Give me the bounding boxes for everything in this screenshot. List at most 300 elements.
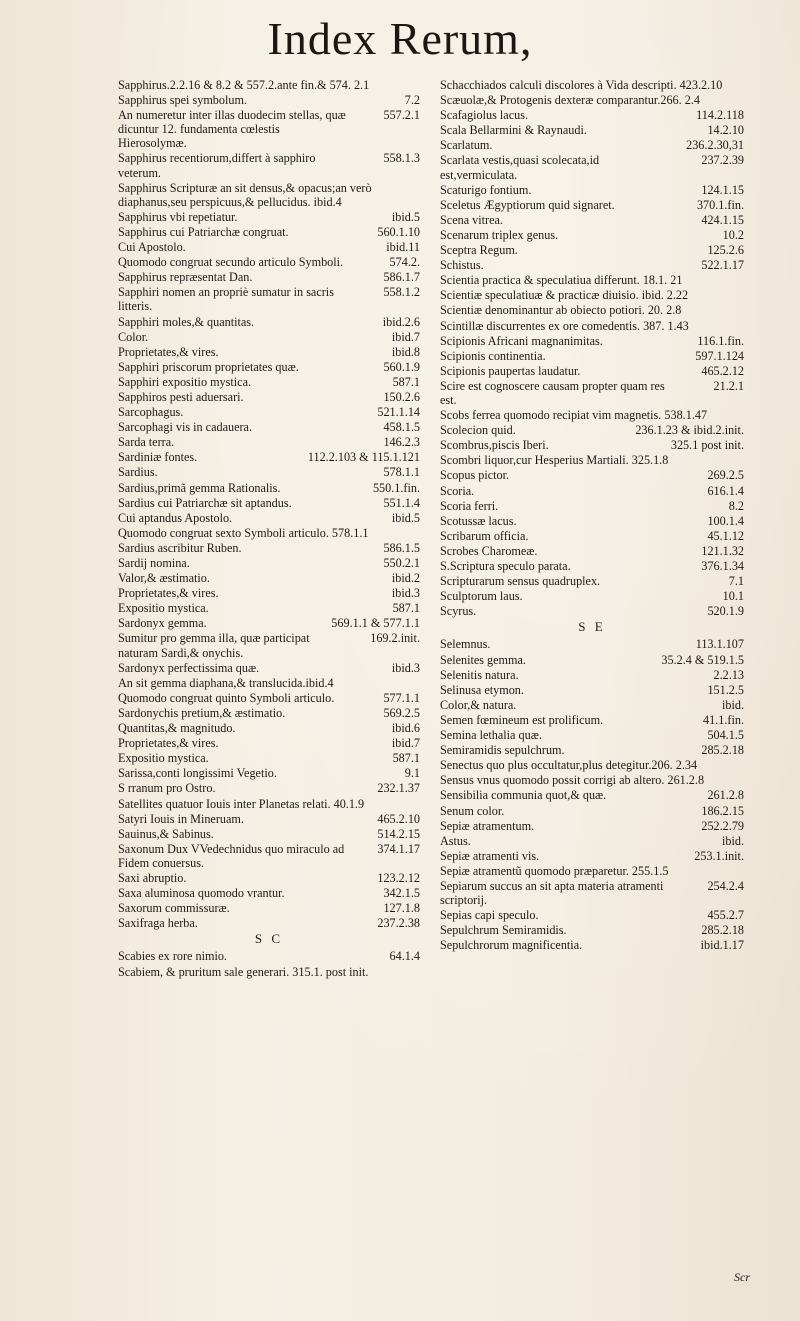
entry-reference: 112.2.103 & 115.1.121 <box>307 450 420 465</box>
index-entry <box>118 360 420 374</box>
entry-text: Schacchiados calculi discolores à Vida descripti. 423.2.10 <box>440 78 723 92</box>
entry-reference: 560.1.10 <box>377 224 420 239</box>
left-column <box>118 78 420 980</box>
entry-reference: 520.1.9 <box>707 604 744 619</box>
index-entry <box>440 499 744 513</box>
catchword: Scr <box>734 1270 750 1284</box>
index-entry <box>118 541 420 555</box>
index-entry <box>118 797 420 811</box>
entry-text: Sapphirus recentiorum,differt à sapphiro veterum. <box>118 151 316 180</box>
entry-reference: 578.1.1 <box>383 465 420 480</box>
index-entry <box>118 706 420 720</box>
index-entry <box>440 93 744 107</box>
entry-text: Saxorum commissuræ. <box>118 901 230 916</box>
entry-text: Sumitur pro gemma illa, quæ participat naturam Sardi,& onychis. <box>118 631 310 660</box>
index-entry <box>118 901 420 915</box>
right-column <box>440 78 744 953</box>
entry-reference: 465.2.10 <box>377 811 420 826</box>
entry-reference: 587.1 <box>392 751 420 766</box>
index-entry <box>440 637 744 651</box>
section-heading: S E <box>578 619 606 635</box>
entry-reference: 550.1.fin. <box>372 480 420 495</box>
index-entry <box>440 408 744 422</box>
index-entry <box>440 468 744 482</box>
index-entry <box>440 788 744 802</box>
index-entry <box>118 827 420 841</box>
entry-reference: 64.1.4 <box>389 949 420 964</box>
entry-text: Expositio mystica. <box>118 751 209 766</box>
entry-text: Scoria ferri. <box>440 498 499 513</box>
entry-text: Sardius cui Patriarchæ sit aptandus. <box>118 495 292 510</box>
entry-text: Scientiæ speculatiuæ & practicæ diuisio. ibid. 2.22 <box>440 288 689 303</box>
entry-text: Scientia practica & speculatiua differunt. 18.1. 21 <box>440 273 683 288</box>
index-entry <box>118 285 420 313</box>
entry-reference: ibid.3 <box>391 660 420 675</box>
index-entry <box>118 556 420 570</box>
entry-text: Sepiæ atramentum. <box>440 818 535 833</box>
entry-text: Proprietates,& vires. <box>118 586 219 601</box>
entry-reference: 558.1.2 <box>383 285 420 300</box>
index-entry <box>118 736 420 750</box>
index-entry <box>118 255 420 269</box>
index-entry <box>118 108 420 150</box>
entry-reference: ibid.2 <box>391 571 420 586</box>
entry-text: Sepiæ atramenti vis. <box>440 848 540 863</box>
entry-text: Scombrus,piscis Iberi. <box>440 438 549 453</box>
entry-text: Sardonychis pretium,& æstimatio. <box>118 705 286 720</box>
entry-reference: ibid.5 <box>391 209 420 224</box>
entry-reference: ibid. <box>721 833 744 848</box>
entry-text: Semen fœmineum est prolificum. <box>440 712 604 727</box>
entry-reference: ibid.1.17 <box>700 938 744 953</box>
entry-text: Sapphiri nomen an propriè sumatur in sacris litteris. <box>118 285 334 314</box>
index-entry <box>440 544 744 558</box>
entry-text: Sapphiros pesti aduersari. <box>118 389 244 404</box>
entry-text: Scientiæ denominantur ab obiecto potiori. 20. 2.8 <box>440 303 682 318</box>
entry-reference: 35.2.4 & 519.1.5 <box>661 652 744 667</box>
entry-reference: 616.1.4 <box>707 483 744 498</box>
index-entry <box>440 364 744 378</box>
index-entry <box>118 631 420 659</box>
entry-reference: 560.1.9 <box>383 359 420 374</box>
index-entry <box>440 183 744 197</box>
entry-text: Senectus quo plus occultatur,plus detegitur.206. 2.34 <box>440 758 698 773</box>
entry-reference: 151.2.5 <box>707 682 744 697</box>
entry-reference: 465.2.12 <box>701 363 744 378</box>
entry-reference: 7.1 <box>728 574 744 589</box>
index-entry <box>118 616 420 630</box>
entry-text: Satellites quatuor Iouis inter Planetas relati. 40.1.9 <box>118 796 365 811</box>
entry-text: Color,& natura. <box>440 697 517 712</box>
entry-text: Astus. <box>440 833 471 848</box>
index-entry <box>118 405 420 419</box>
entry-text: Sapphirus.2.2.16 & 8.2 & 557.2.ante fin.& 574. 2.1 <box>118 78 370 92</box>
index-entry <box>440 713 744 727</box>
index-entry <box>440 804 744 818</box>
entry-reference: ibid.11 <box>386 240 420 255</box>
entry-reference: ibid.3 <box>391 586 420 601</box>
entry-reference: 342.1.5 <box>383 886 420 901</box>
entry-reference: 370.1.fin. <box>696 197 744 212</box>
entry-text: Sapphirus repræsentat Dan. <box>118 270 253 285</box>
entry-text: Color. <box>118 329 149 344</box>
entry-text: Quomodo congruat sexto Symboli articulo. 578.1.1 <box>118 525 369 540</box>
entry-text: Selenites gemma. <box>440 652 526 667</box>
entry-reference: 569.1.1 & 577.1.1 <box>331 616 420 631</box>
entry-reference: 10.2 <box>722 227 744 242</box>
index-entry <box>118 225 420 239</box>
index-entry <box>440 698 744 712</box>
entry-text: Sardius,primã gemma Rationalis. <box>118 480 281 495</box>
entry-reference: 21.2.1 <box>713 378 744 393</box>
index-entry <box>118 721 420 735</box>
entry-reference: 236.1.23 & ibid.2.init. <box>635 423 744 438</box>
entry-reference: 113.1.107 <box>695 637 744 652</box>
index-entry <box>118 181 420 209</box>
entry-text: Saxa aluminosa quomodo vrantur. <box>118 886 285 901</box>
entry-text: Scala Bellarmini & Raynaudi. <box>440 123 587 138</box>
entry-reference: 458.1.5 <box>383 420 420 435</box>
entry-text: Sepulchrum Semiramidis. <box>440 923 567 938</box>
entry-text: Scoria. <box>440 483 475 498</box>
entry-text: Sarcophagus. <box>118 405 184 420</box>
entry-text: Scarlata vestis,quasi scolecata,id est,vermiculata. <box>440 153 600 182</box>
entry-reference: 232.1.37 <box>377 781 420 796</box>
entry-text: Quomodo congruat quinto Symboli articulo. <box>118 690 335 705</box>
index-entry <box>118 586 420 600</box>
index-entry <box>118 965 420 979</box>
entry-text: Sarcophagi vis in cadauera. <box>118 420 253 435</box>
index-entry <box>440 484 744 498</box>
index-entry <box>440 108 744 122</box>
entry-reference: 121.1.32 <box>701 543 744 558</box>
entry-text: Scripturarum sensus quadruplex. <box>440 574 601 589</box>
entry-reference: 577.1.1 <box>383 690 420 705</box>
entry-text: Scabiem, & pruritum sale generari. 315.1. post init. <box>118 964 369 979</box>
entry-reference: 374.1.17 <box>377 841 420 856</box>
entry-text: Sapphiri priscorum proprietates quæ. <box>118 359 299 374</box>
entry-reference: 100.1.4 <box>707 513 744 528</box>
index-entry <box>440 819 744 833</box>
entry-text: Scarlatum. <box>440 138 493 153</box>
index-entry <box>440 773 744 787</box>
index-entry <box>118 315 420 329</box>
entry-text: Sarissa,conti longissimi Vegetio. <box>118 766 277 781</box>
entry-text: Sauinus,& Sabinus. <box>118 826 214 841</box>
entry-text: Sapphiri expositio mystica. <box>118 374 252 389</box>
index-entry <box>118 661 420 675</box>
entry-text: Scombri liquor,cur Hesperius Martiali. 325.1.8 <box>440 453 669 468</box>
entry-text: Scotussæ lacus. <box>440 513 517 528</box>
entry-text: Sculptorum laus. <box>440 589 523 604</box>
entry-text: Saxonum Dux VVedechnidus quo miraculo ad Fidem conuersus. <box>118 841 345 870</box>
index-entry <box>440 349 744 363</box>
entry-reference: 146.2.3 <box>383 435 420 450</box>
index-entry <box>118 571 420 585</box>
entry-reference: 376.1.34 <box>701 559 744 573</box>
entry-reference: 236.2.30,31 <box>686 138 744 153</box>
entry-reference: 186.2.15 <box>701 803 744 818</box>
index-entry <box>118 842 420 870</box>
entry-reference: 597.1.124 <box>695 348 744 363</box>
entry-reference: ibid. <box>721 697 744 712</box>
entry-text: Scyrus. <box>440 604 477 619</box>
entry-text: Scipionis Africani magnanimitas. <box>440 333 603 348</box>
entry-reference: 569.2.5 <box>383 705 420 720</box>
entry-reference: 14.2.10 <box>707 123 744 138</box>
entry-text: Selinusa etymon. <box>440 682 524 697</box>
index-entry <box>440 683 744 697</box>
entry-text: Sardonyx perfectissima quæ. <box>118 660 260 675</box>
entry-text: An sit gemma diaphana,& translucida.ibid.4 <box>118 675 334 690</box>
index-entry <box>440 138 744 152</box>
index-entry <box>118 886 420 900</box>
entry-reference: ibid.7 <box>391 329 420 344</box>
entry-text: Semiramidis sepulchrum. <box>440 743 565 758</box>
entry-text: Sapphirus cui Patriarchæ congruat. <box>118 224 289 239</box>
entry-text: Saxi abruptio. <box>118 870 187 885</box>
entry-reference: 261.2.8 <box>707 788 744 803</box>
entry-reference: 8.2 <box>728 498 744 513</box>
entry-text: Sapphirus spei symbolum. <box>118 93 247 108</box>
entry-reference: 114.2.118 <box>696 108 744 123</box>
index-entry <box>118 330 420 344</box>
index-entry <box>440 923 744 937</box>
index-entry <box>440 758 744 772</box>
index-entry <box>118 812 420 826</box>
entry-text: Sceptra Regum. <box>440 243 518 258</box>
index-entry <box>118 151 420 179</box>
index-entry <box>118 435 420 449</box>
entry-reference: 253.1.init. <box>694 848 744 863</box>
index-entry <box>440 453 744 467</box>
index-entry <box>440 668 744 682</box>
entry-text: Scolecion quid. <box>440 423 516 438</box>
entry-reference: 116.1.fin. <box>697 333 744 348</box>
index-entry <box>440 589 744 603</box>
entry-text: S.Scriptura speculo parata. <box>440 559 571 573</box>
index-entry <box>440 153 744 181</box>
entry-text: Scenarum triplex genus. <box>440 227 559 242</box>
index-entry <box>118 676 420 690</box>
entry-reference: 41.1.fin. <box>703 712 744 727</box>
entry-text: Proprietates,& vires. <box>118 736 219 751</box>
index-entry <box>118 345 420 359</box>
entry-reference: 7.2 <box>404 93 420 108</box>
index-entry <box>118 871 420 885</box>
entry-text: Scaturigo fontium. <box>440 182 532 197</box>
entry-reference: 586.1.5 <box>383 540 420 555</box>
entry-reference: ibid.5 <box>391 510 420 525</box>
index-entry <box>440 938 744 952</box>
entry-text: Sapphirus Scripturæ an sit densus,& opacus;an verò diaphanus,seu perspicuus,& pellucidus. ibid.4 <box>118 180 372 209</box>
entry-text: Scribarum officia. <box>440 528 529 543</box>
index-entry <box>118 691 420 705</box>
entry-text: Scrobes Charomeæ. <box>440 543 538 558</box>
index-entry <box>118 481 420 495</box>
entry-reference: 558.1.3 <box>383 151 420 166</box>
entry-reference: 586.1.7 <box>383 270 420 285</box>
index-entry <box>440 559 744 573</box>
index-entry <box>440 243 744 257</box>
index-entry <box>118 420 420 434</box>
index-entry <box>118 240 420 254</box>
entry-reference: 2.2.13 <box>713 667 744 682</box>
entry-text: Proprietates,& vires. <box>118 344 219 359</box>
entry-text: Selenitis natura. <box>440 667 519 682</box>
entry-text: Sardij nomina. <box>118 556 190 570</box>
index-entry <box>118 390 420 404</box>
entry-reference: 285.2.18 <box>701 923 744 938</box>
entry-text: Sepulchrorum magnificentia. <box>440 938 583 953</box>
index-entry <box>118 916 420 930</box>
entry-reference: 504.1.5 <box>707 728 744 743</box>
entry-reference: 514.2.15 <box>377 826 420 841</box>
entry-reference: 424.1.15 <box>701 212 744 227</box>
index-entry <box>118 511 420 525</box>
entry-text: Scopus pictor. <box>440 468 510 483</box>
index-entry <box>118 766 420 780</box>
index-entry <box>440 123 744 137</box>
entry-text: Scena vitrea. <box>440 212 503 227</box>
entry-reference: 45.1.12 <box>707 528 744 543</box>
index-entry <box>440 288 744 302</box>
entry-reference: 150.2.6 <box>383 389 420 404</box>
index-entry <box>118 751 420 765</box>
entry-reference: ibid.8 <box>391 344 420 359</box>
index-entry <box>440 604 744 618</box>
entry-reference: 254.2.4 <box>707 878 744 893</box>
index-entry <box>440 529 744 543</box>
index-entry <box>118 496 420 510</box>
entry-text: Semina lethalia quæ. <box>440 728 542 743</box>
index-entry <box>440 908 744 922</box>
entry-reference: ibid.6 <box>391 721 420 736</box>
entry-text: Selemnus. <box>440 637 491 652</box>
entry-reference: 125.2.6 <box>707 243 744 258</box>
index-entry <box>118 270 420 284</box>
index-entry <box>440 334 744 348</box>
entry-reference: 123.2.12 <box>377 870 420 885</box>
index-entry <box>440 319 744 333</box>
index-entry <box>118 93 420 107</box>
index-entry <box>440 379 744 407</box>
entry-reference: 455.2.7 <box>707 908 744 923</box>
entry-reference: 550.2.1 <box>383 556 420 570</box>
entry-text: Valor,& æstimatio. <box>118 571 210 586</box>
entry-reference: 551.1.4 <box>383 495 420 510</box>
index-entry <box>440 849 744 863</box>
entry-text: Saxifraga herba. <box>118 916 198 931</box>
entry-reference: 587.1 <box>392 374 420 389</box>
entry-text: Scire est cognoscere causam propter quam res est. <box>440 378 665 407</box>
entry-text: Sensibilia communia quot,& quæ. <box>440 788 607 803</box>
entry-text: Sarda terra. <box>118 435 175 450</box>
entry-reference: 285.2.18 <box>701 743 744 758</box>
entry-text: Sardonyx gemma. <box>118 616 207 631</box>
entry-reference: 269.2.5 <box>707 468 744 483</box>
entry-reference: 10.1 <box>722 589 744 604</box>
entry-text: Sepias capi speculo. <box>440 908 539 923</box>
entry-text: Senum color. <box>440 803 505 818</box>
index-entry <box>118 465 420 479</box>
entry-text: Sepiarum succus an sit apta materia atramenti scriptorij. <box>440 878 664 908</box>
entry-reference: 252.2.79 <box>701 818 744 833</box>
entry-reference: 124.1.15 <box>701 182 744 197</box>
entry-text: Cui Apostolo. <box>118 240 186 255</box>
index-entry <box>440 78 744 92</box>
entry-reference: 574.2. <box>389 255 420 270</box>
entry-text: Schistus. <box>440 258 484 273</box>
page-title: Index Rerum, <box>267 13 533 64</box>
entry-text: Scobs ferrea quomodo recipiat vim magnetis. 538.1.47 <box>440 408 708 423</box>
index-entry <box>440 438 744 452</box>
entry-reference: 521.1.14 <box>377 405 420 420</box>
index-entry <box>440 258 744 272</box>
entry-reference: 169.2.init. <box>370 631 420 646</box>
index-entry <box>440 273 744 287</box>
entry-text: Quomodo congruat secundo articulo Symboli. <box>118 255 344 270</box>
index-entry <box>440 574 744 588</box>
entry-text: Expositio mystica. <box>118 601 209 616</box>
entry-text: An numeretur inter illas duodecim stellas, quæ dicuntur 12. fundamenta cœlestis Hierosolymæ. <box>118 108 346 151</box>
index-entry <box>440 228 744 242</box>
index-entry <box>118 526 420 540</box>
entry-reference: 9.1 <box>404 766 420 781</box>
entry-text: Scintillæ discurrentes ex ore comedentis. 387. 1.43 <box>440 318 689 333</box>
index-entry <box>118 450 420 464</box>
index-entry <box>118 210 420 224</box>
index-entry <box>440 423 744 437</box>
index-entry <box>440 303 744 317</box>
entry-text: Sensus vnus quomodo possit corrigi ab altero. 261.2.8 <box>440 773 705 788</box>
entry-reference: 237.2.38 <box>377 916 420 931</box>
entry-text: Scabies ex rore nimio. <box>118 949 227 964</box>
entry-reference: 127.1.8 <box>383 901 420 916</box>
entry-text: Scipionis continentia. <box>440 348 546 363</box>
entry-reference: 522.1.17 <box>701 258 744 273</box>
entry-reference: ibid.7 <box>391 736 420 751</box>
index-entry <box>440 514 744 528</box>
index-entry <box>440 879 744 907</box>
entry-text: Cui aptandus Apostolo. <box>118 510 233 525</box>
index-entry <box>440 198 744 212</box>
index-entry <box>440 834 744 848</box>
entry-text: Scæuolæ,& Protogenis dexteræ comparantur.266. 2.4 <box>440 93 700 108</box>
entry-text: Quantitas,& magnitudo. <box>118 721 236 736</box>
entry-text: Sepiæ atramentũ quomodo præparetur. 255.1.5 <box>440 863 669 878</box>
index-entry <box>118 78 420 92</box>
entry-text: Sardius ascribitur Ruben. <box>118 540 242 555</box>
entry-reference: 587.1 <box>392 601 420 616</box>
index-entry <box>118 781 420 795</box>
index-entry <box>118 601 420 615</box>
entry-text: S rranum pro Ostro. <box>118 781 216 796</box>
entry-reference: 237.2.39 <box>701 153 744 168</box>
index-entry <box>440 653 744 667</box>
section-heading: S C <box>254 931 284 947</box>
entry-reference: 557.2.1 <box>383 108 420 123</box>
entry-text: Satyri Iouis in Mineruam. <box>118 811 244 826</box>
index-entry <box>440 213 744 227</box>
index-entry <box>440 728 744 742</box>
entry-text: Sapphirus vbi repetiatur. <box>118 209 238 224</box>
entry-reference: ibid.2.6 <box>382 314 420 329</box>
entry-text: Sardius. <box>118 465 158 480</box>
index-entry <box>440 864 744 878</box>
entry-text: Scafagiolus lacus. <box>440 108 528 123</box>
index-entry <box>118 949 420 963</box>
